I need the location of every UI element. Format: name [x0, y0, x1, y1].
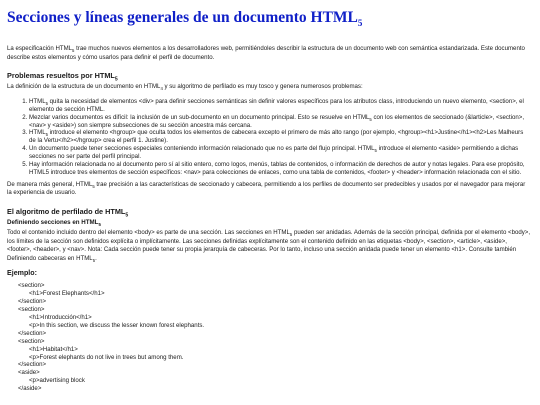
list-item: 2. Mezclar varios documentos es difícil: la inclusión de un sub-documento en un documento principal. Esto se resuelve en $HTML_5$ con los elementos de seccionado (&larticle>, <section>, <nav> y <aside>) son siempre subsecciones de su sección ancestra más cercana. [29, 114, 531, 130]
example-heading: Ejemplo: [7, 269, 37, 278]
intro-paragraph: La especificación $HTML_5$ trae muchos nuevos elementos a los desarrolladores web, permitiéndoles describir la estructura de un documento web con semántica estandarizada. Este documento describe estos elementos y cómo usarlos para definir el perfil de documento. [7, 45, 525, 61]
code-line: <p>advertising block [29, 377, 85, 385]
code-line: <aside> [18, 369, 40, 377]
problems-list [7, 98, 531, 177]
problems-closing: De manera más general, $HTML_5$ trae precisión a las características de seccionado y cabecera, permitiendo a los perfiles de documento ser predecibles y usados por el navegador para mejorar la experiencia de usuario. [7, 180, 526, 197]
code-line: <p>Forest elephants do not live in trees but among them. [29, 353, 184, 361]
list-item: 5. Hay información relacionada no al documento pero sí al sitio entero, como logos, menús, tablas de contenidos, o información de derechos de autor y notas legales. Para ese propósito, HTML5 introduce tres elementos de sección específicos: <nav> para colecciones de enlaces, como una tabla de contenidos, <footer> y <header> información relacionada con el sitio. [29, 161, 531, 177]
code-line: </aside> [18, 385, 42, 393]
code-line: <section> [18, 306, 45, 314]
list-item: 3. $HTML_5$ introduce el elemento <hgroup> que oculta todos los elementos de cabecera excepto el primero de más alto rango (por ejemplo, <hgroup><h1>Justine</h1><h2>Les Malheurs de la Vertu</h2></hgroup> crea el perfil 1. Justine). [29, 129, 531, 145]
code-line: <h1>Habitat</h1> [29, 345, 78, 353]
problems-heading: Problemas resueltos por $HTML_5$ [7, 71, 118, 83]
code-line: <section> [18, 282, 45, 290]
code-line: </section> [18, 298, 47, 306]
page-title: Secciones y líneas generales de un documento $HTML_5$ [7, 9, 363, 29]
list-item: 4. Un documento puede tener secciones especiales conteniendo información relacionado que no es parte del flujo principal. $HTML_5$ introduce el elemento <aside> permitiendo a dichas secciones no ser parte del perfil principal. [29, 145, 531, 161]
code-line: <h1>Introducción</h1> [29, 314, 92, 322]
code-line: </section> [18, 361, 47, 369]
sections-subheading: Definiendo secciones en $HTML_5$ [7, 219, 101, 228]
problems-intro: La definición de la estructura de un documento en $HTML_4$ y su algoritmo de perfilado es muy tosco y genera numerosos problemas: [7, 83, 363, 92]
code-line: <section> [18, 337, 45, 345]
code-line: <p>In this section, we discuss the lesser known forest elephants. [29, 321, 205, 329]
algorithm-heading: El algoritmo de perfilado de $HTML_5$ [7, 207, 129, 219]
code-line: <h1>Forest Elephants</h1> [29, 290, 105, 298]
code-line: </section> [18, 329, 47, 337]
algorithm-paragraph: Todo el contenido incluido dentro del elemento <body> es parte de una sección. Las secciones en $HTML_5$ pueden ser anidadas. Además de la sección principal, definida por el elemento <body>, los límites de la sección son definidos explícita o implícitamente. Las secciones definidas explícitamente son el contenido definido en las etiquetas <body>, <section>, <article>, <aside>, <footer>, <header>, y <nav>. Nota: Cada sección puede tener su propia jerarquía de cabeceras. Por lo tanto, incluso una sección anidada puede tener un elemento <h1>. Consulte también Definiendo cabeceras en $HTML_5$. [7, 229, 531, 264]
list-item: 1. $HTML_5$ quita la necesidad de elementos <div> para definir secciones semánticas sin definir valores específicos para los atributos class, introduciendo un nuevo elemento, <section>, el elemento de sección HTML. [29, 98, 531, 114]
code-example [18, 282, 531, 393]
